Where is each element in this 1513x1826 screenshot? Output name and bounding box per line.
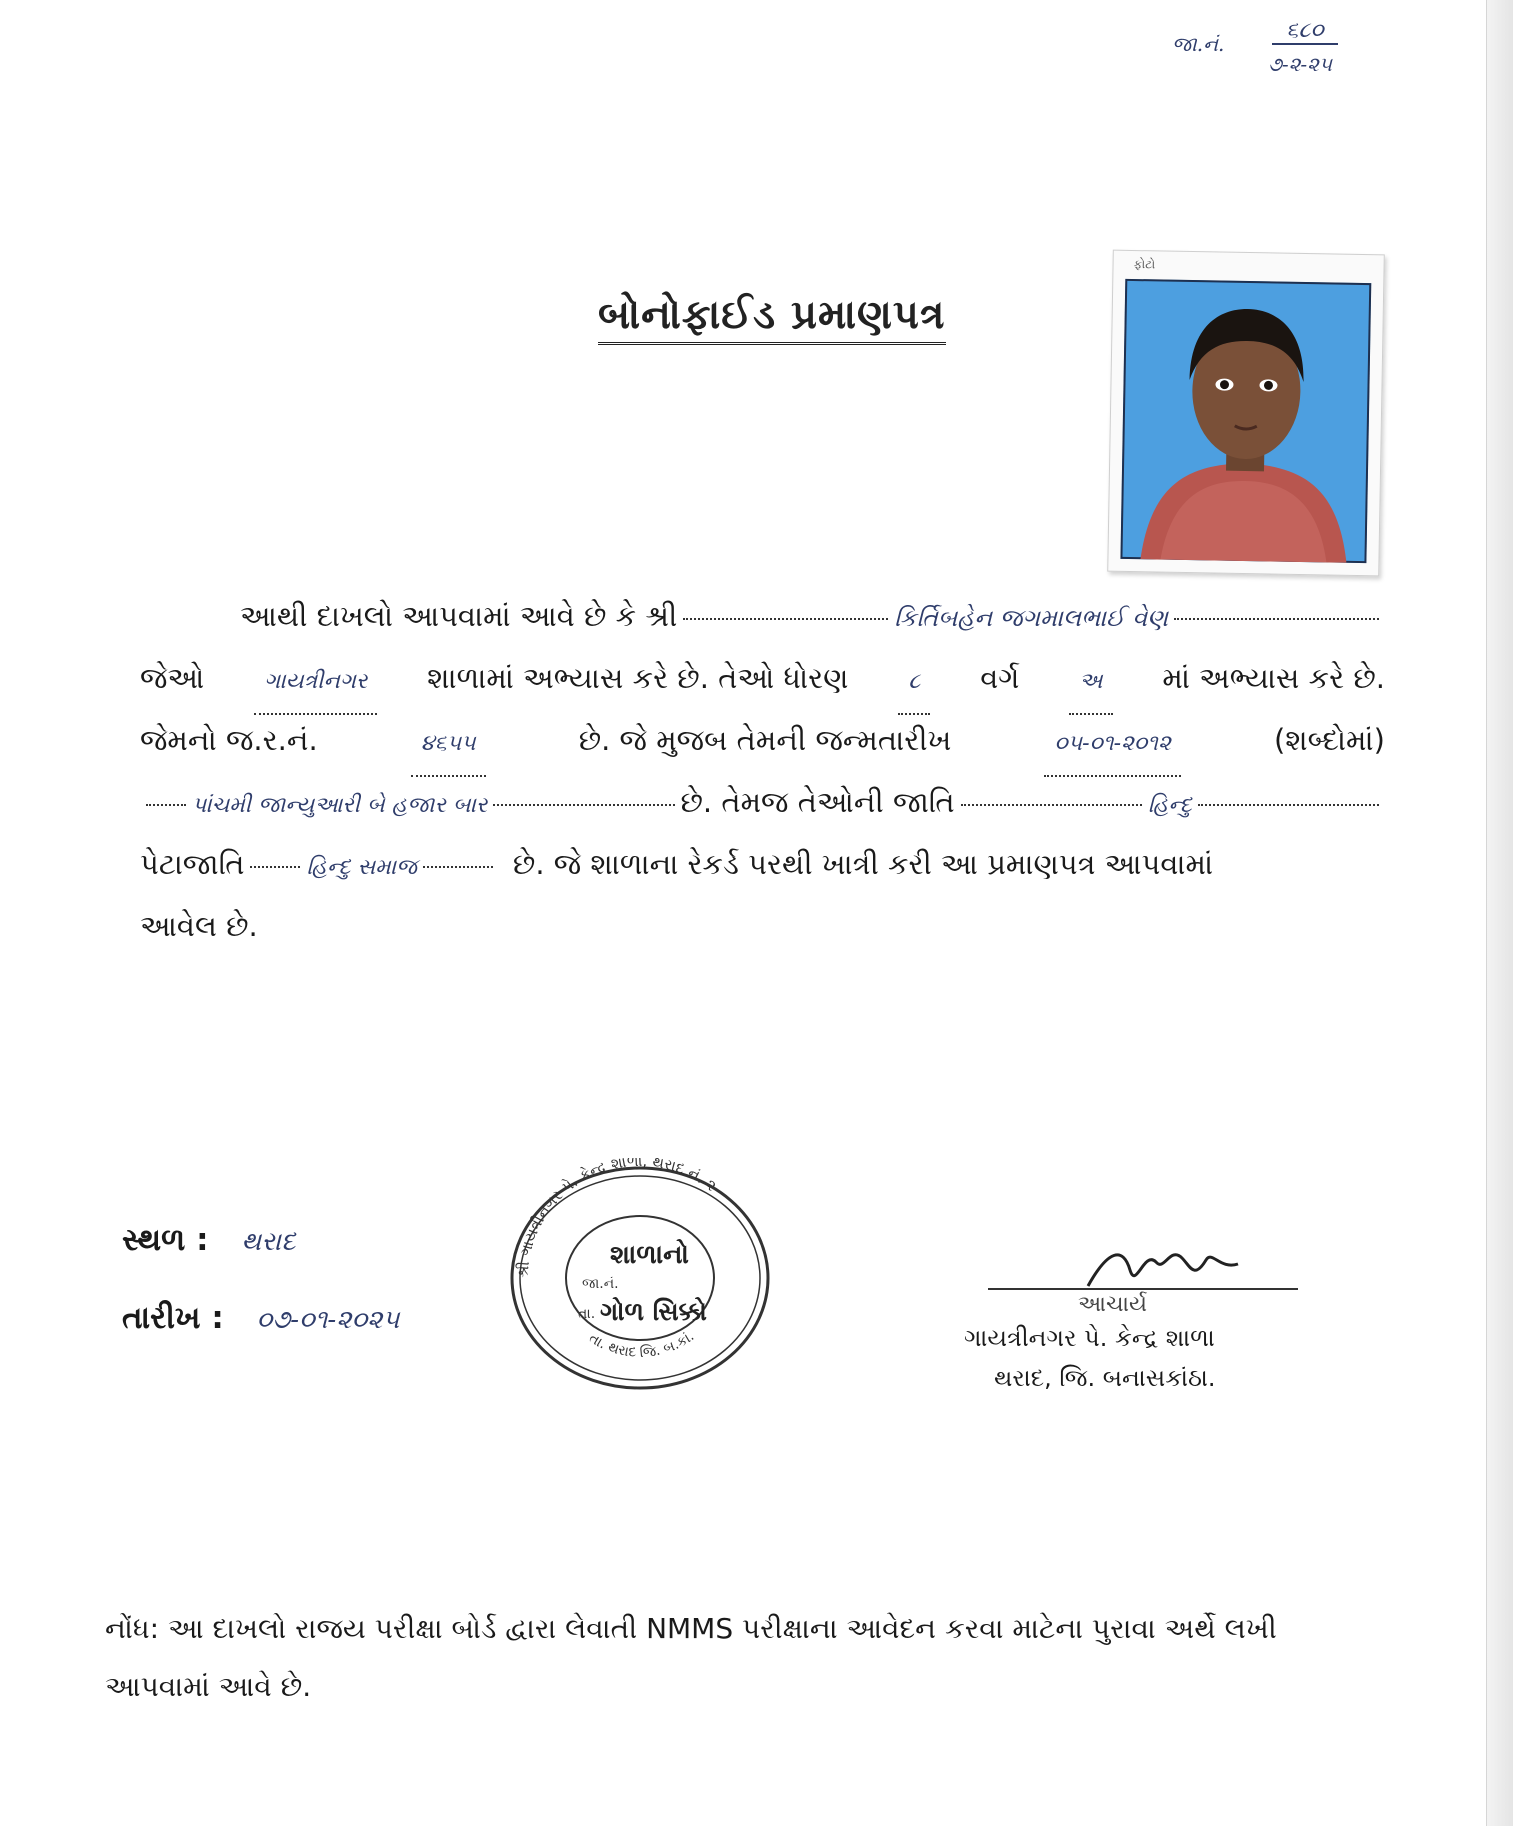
fill-dots — [1198, 804, 1379, 806]
birth-date-words-value: પાંચમી જાન્યુઆરી બે હજાર બાર — [192, 793, 488, 818]
line2-mid: શાળામાં અભ્યાસ કરે છે. તેઓ ધોરણ — [427, 661, 849, 695]
place-label: સ્થળ : — [122, 1222, 209, 1258]
scanned-page-edge — [1486, 0, 1513, 1826]
body-line-1 — [140, 585, 1385, 647]
signature-scribble — [1078, 1240, 1258, 1300]
seal-inward-label: જા.નં. — [582, 1276, 619, 1292]
seal-center-line1: શાળાનો — [610, 1240, 689, 1270]
line4-mid: છે. તેમજ તેઓની જાતિ — [680, 785, 955, 819]
fill-dots — [683, 618, 888, 620]
sub-caste-value: હિન્દુ સમાજ — [306, 855, 417, 880]
principal-signature-block — [958, 1240, 1298, 1390]
birth-date-value: ૦૫-૦૧-૨૦૧૨ — [1054, 731, 1171, 756]
certificate-body — [140, 585, 1385, 957]
line5-suffix: છે. જે શાળાના રેકર્ડ પરથી ખાત્રી કરી આ પ્રમાણપત્ર આપવામાં — [512, 847, 1214, 881]
body-line-2 — [140, 647, 1385, 709]
seal-graphic — [500, 1158, 780, 1398]
body-line-6 — [140, 895, 1385, 957]
body-line-4 — [140, 771, 1385, 833]
inward-label: જા.નં. — [1172, 32, 1225, 56]
standard-fill — [898, 647, 930, 715]
body-line-5 — [140, 833, 1385, 895]
footnote: નોંધ: આ દાખલો રાજય પરીક્ષા બોર્ડ દ્વારા લેવાતી NMMS પરીક્ષાના આવેદન કરવા માટેના પુરાવા અર્થે લખી આપવામાં આવે છે. — [105, 1612, 1277, 1703]
date-label: તારીખ : — [122, 1300, 224, 1336]
seal-ring-text: શ્રી ગાયત્રીનગર પે. કેન્દ્ર શાળા, થરાદ નં. ૨ — [513, 1158, 721, 1279]
school-name: ગાયત્રીનગર પે. કેન્દ્ર શાળા — [964, 1324, 1215, 1352]
line5-prefix: પેટાજાતિ — [140, 847, 245, 881]
school-value: ગાયત્રીનગર — [264, 669, 368, 694]
line1-prefix: આથી દાખલો આપવામાં આવે છે કે શ્રી — [240, 599, 678, 633]
school-seal — [500, 1158, 780, 1398]
fill-dots — [250, 866, 300, 868]
class-label: વર્ગ — [980, 661, 1020, 695]
fill-dots — [146, 804, 186, 806]
place-row — [122, 1222, 296, 1259]
school-fill — [254, 647, 377, 715]
inward-date: ૭-૨-૨૫ — [1268, 52, 1333, 76]
portrait-image — [1120, 279, 1371, 563]
place-value: થરાદ — [241, 1227, 296, 1257]
seal-bottom-text: તા. થરાદ જિ. બ.કાં. — [586, 1328, 698, 1362]
designation: આચાર્ય — [1078, 1292, 1147, 1317]
inward-number-stamp — [1172, 18, 1402, 78]
line3-mid: છે. જે મુજબ તેમની જન્મતારીખ — [578, 723, 952, 757]
gr-number-fill — [411, 709, 486, 777]
fill-dots — [961, 804, 1142, 806]
caste-value: હિન્દુ — [1147, 793, 1192, 818]
standard-value: ૮ — [908, 669, 921, 694]
inward-number: ૬૮૦ — [1272, 18, 1338, 45]
gr-number-value: ૪૬૫૫ — [420, 731, 476, 756]
fill-dots — [1174, 618, 1379, 620]
line3-prefix: જેમનો જ.ર.નં. — [140, 723, 318, 757]
date-row — [122, 1300, 399, 1337]
student-name-value: કિર્તિબહેન જગમાલભાઈ વેણ — [894, 604, 1169, 632]
line3-suffix: (શબ્દોમાં) — [1273, 723, 1385, 757]
photo-corner-text: ફોટો — [1133, 257, 1156, 272]
date-value: ૦૭-૦૧-૨૦૨૫ — [256, 1305, 400, 1335]
svg-text:તા. થરાદ જિ. બ.કાં. — [586, 1328, 697, 1361]
line2-suffix: માં અભ્યાસ કરે છે. — [1162, 661, 1385, 695]
student-photo — [1107, 250, 1385, 577]
certificate-title: બોનોફાઈડ પ્રમાણપત્ર — [598, 292, 946, 345]
body-line-3 — [140, 709, 1385, 771]
seal-center-line2: ગોળ સિક્કો — [600, 1297, 707, 1326]
line2-prefix: જેઓ — [140, 661, 205, 695]
school-address: થરાદ, જિ. બનાસકાંઠા. — [994, 1364, 1216, 1392]
seal-date-label: તા. — [578, 1306, 596, 1322]
fill-dots — [423, 866, 493, 868]
birth-date-fill — [1044, 709, 1180, 777]
division-value: અ — [1079, 669, 1103, 694]
division-fill — [1069, 647, 1112, 715]
signature-line — [988, 1288, 1298, 1290]
line6-text: આવેલ છે. — [140, 909, 258, 943]
fill-dots — [493, 804, 674, 806]
